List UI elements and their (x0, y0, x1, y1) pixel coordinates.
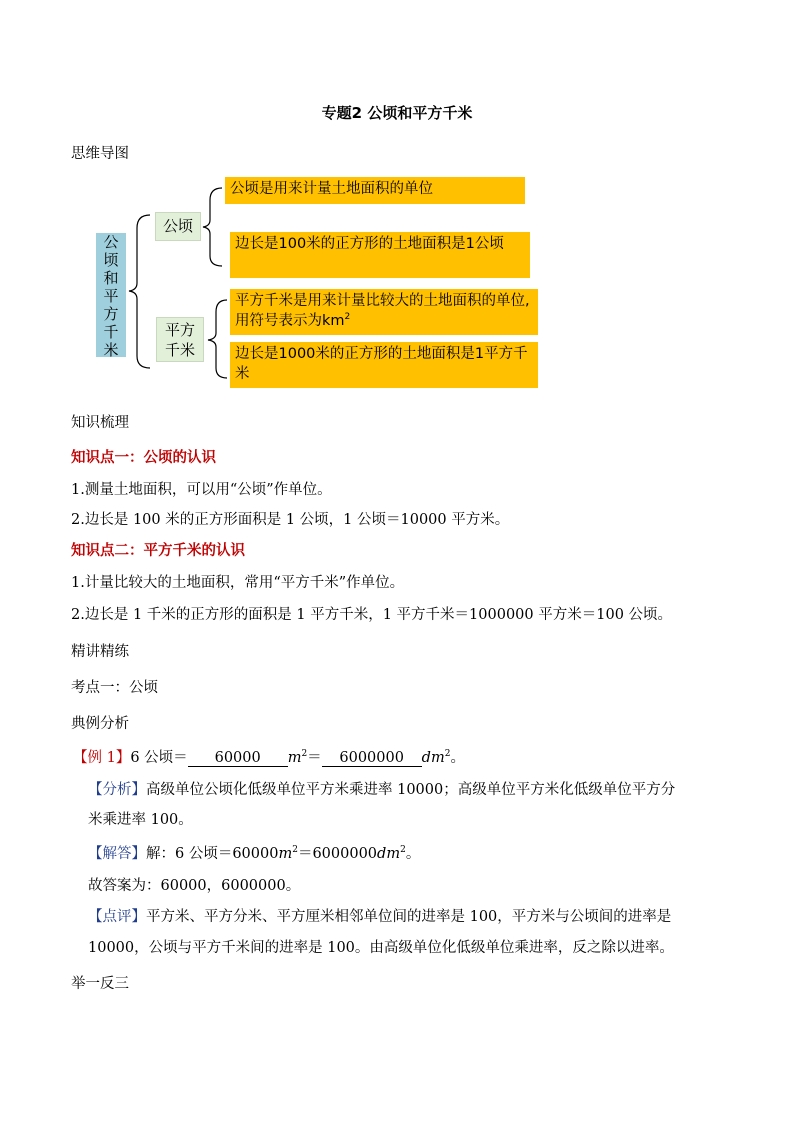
superscript: 2 (400, 845, 406, 856)
comment-text: 平方米、平方分米、平方厘米相邻单位间的进率是 100，平方米与公顷间的进率是 (146, 909, 672, 925)
root-brace (129, 215, 150, 368)
knowledge-item: 1.测量土地面积，可以用“公顷”作单位。 (71, 482, 332, 498)
node2-line1: 平方 (164, 321, 195, 339)
node2-line2: 千米 (164, 341, 195, 359)
answer-end: 。 (405, 846, 421, 862)
section-extension: 举一反三 (71, 976, 129, 992)
answer-label: 【解答】 (88, 846, 146, 862)
superscript: 2 (292, 845, 298, 856)
mind-map-node-hectare: 公顷 (155, 212, 201, 241)
unit-dm: dm (421, 750, 445, 766)
analysis-line-2: 米乘进率 100。 (88, 812, 193, 828)
answer-text: 解：6 公顷＝60000 (146, 846, 279, 862)
comment-label: 【点评】 (88, 909, 146, 925)
node1-brace (203, 188, 222, 266)
analysis-line-1 (88, 778, 675, 799)
unit-m: m (278, 846, 293, 862)
section-practice: 精讲精练 (71, 644, 129, 660)
comment-line-2: 10000，公顷与平方千米间的进率是 100。由高级单位化低级单位乘进率，反之除以进率。 (88, 940, 674, 956)
answer-blank-1: 60000 (188, 750, 288, 767)
exam-point: 考点一：公顷 (71, 680, 158, 696)
mind-map-leaf: 边长是1000米的正方形的土地面积是1平方千米 (230, 342, 538, 388)
mind-map-node-square-km (156, 317, 204, 362)
node2-brace (208, 300, 227, 378)
example-label: 【例 1】 (73, 750, 131, 766)
answer-eq: ＝6000000 (297, 846, 378, 862)
answer-line (88, 842, 420, 863)
root-char: 公 (103, 233, 119, 251)
page-title: 专题2 公顷和平方千米 (321, 104, 473, 122)
section-knowledge: 知识梳理 (71, 415, 129, 431)
root-char: 方 (103, 305, 119, 323)
knowledge-point-2-title: 知识点二：平方千米的认识 (71, 543, 245, 559)
superscript: 2 (301, 749, 308, 760)
question-prefix: 6 公顷＝ (130, 750, 188, 766)
leaf3-sup: 2 (344, 312, 351, 323)
answer-blank-2: 6000000 (322, 750, 422, 767)
example-question (73, 746, 465, 767)
analysis-text: 高级单位公顷化低级单位平方米乘进率 10000；高级单位平方米化低级单位平方分 (146, 782, 676, 798)
analysis-label: 【分析】 (88, 782, 146, 798)
knowledge-item: 2.边长是 1 千米的正方形的面积是 1 平方千米，1 平方千米＝1000000 平方米＝100 公顷。 (71, 607, 673, 623)
root-char: 顷 (103, 251, 119, 269)
root-char: 千 (103, 323, 119, 341)
root-char: 平 (103, 287, 119, 305)
comment-line-1 (88, 905, 671, 926)
leaf3-text: 平方千米是用来计量比较大的土地面积的单位,用符号表示为km (235, 293, 530, 329)
superscript: 2 (444, 749, 451, 760)
mind-map-leaf: 公顷是用来计量土地面积的单位 (225, 177, 525, 204)
section-mind-map: 思维导图 (71, 146, 129, 162)
equals: ＝ (307, 750, 322, 766)
final-answer: 故答案为：60000，6000000。 (88, 878, 301, 894)
mind-map-leaf (230, 289, 538, 335)
knowledge-item: 2.边长是 100 米的正方形面积是 1 公顷，1 公顷＝10000 平方米。 (71, 512, 510, 528)
root-char: 米 (103, 341, 119, 359)
mind-map-leaf: 边长是100米的正方形的土地面积是1公顷 (230, 232, 530, 278)
unit-dm: dm (377, 846, 401, 862)
section-example-analysis: 典例分析 (71, 716, 129, 732)
question-end: 。 (450, 750, 465, 766)
root-char: 和 (103, 269, 119, 287)
knowledge-point-1-title: 知识点一：公顷的认识 (71, 450, 216, 466)
knowledge-item: 1.计量比较大的土地面积，常用“平方千米”作单位。 (71, 575, 405, 591)
unit-m: m (287, 750, 302, 766)
